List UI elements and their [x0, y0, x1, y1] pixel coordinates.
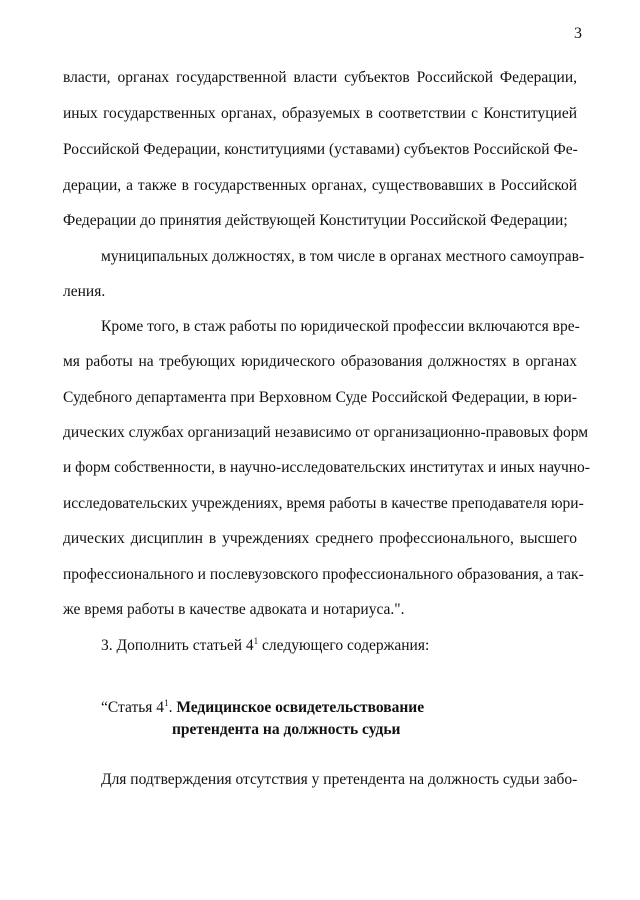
article-heading-after-sup: .	[168, 699, 177, 716]
paragraph-1-line-2: иных государственных органах, образуемых в соответствии с Конституцией	[63, 105, 577, 122]
paragraph-4-text-before: 3. Дополнить статьей 4	[101, 637, 254, 654]
paragraph-4	[101, 636, 577, 656]
article-heading-prefix: “Статья 4	[101, 699, 165, 716]
paragraph-4-superscript: 1	[253, 636, 259, 646]
paragraph-1-line-1: власти, органах государственной власти субъектов Российской Федерации,	[63, 69, 577, 86]
paragraph-2-line-1: муниципальных должностях, в том числе в органах местного самоуправ-	[101, 248, 585, 265]
article-heading-line-1	[101, 698, 424, 718]
article-heading-title-line-2: претендента на должность судьи	[172, 721, 401, 738]
paragraph-3-line-3: Судебного департамента при Верховном Суде Российской Федерации, в юри-	[63, 389, 577, 406]
paragraph-3-line-7: дических дисциплин в учреждениях среднего профессионального, высшего	[63, 530, 577, 547]
paragraph-3-line-5: и форм собственности, в научно-исследовательских институтах и иных научно-	[63, 459, 590, 476]
paragraph-2-line-2: ления.	[63, 283, 106, 300]
paragraph-3-line-9: же время работы в качестве адвоката и нотариуса.".	[63, 601, 405, 618]
article-heading-title-line-1: Медицинское освидетельствование	[176, 699, 425, 716]
article-heading-superscript: 1	[164, 698, 169, 708]
paragraph-3-line-8: профессионального и послевузовского профессионального образования, а так-	[63, 566, 584, 583]
paragraph-3-line-6: исследовательских учреждениях, время работы в качестве преподавателя юри-	[63, 495, 584, 512]
paragraph-1-line-5: Федерации до принятия действующей Конституции Российской Федерации;	[63, 212, 568, 229]
paragraph-3-line-2: мя работы на требующих юридического образования должностях в органах	[63, 353, 577, 370]
paragraph-5-line-1: Для подтверждения отсутствия у претендента на должность судьи забо-	[101, 771, 578, 788]
paragraph-3-line-1: Кроме того, в стаж работы по юридической профессии включаются вре-	[101, 318, 580, 335]
paragraph-1-line-3: Российской Федерации, конституциями (уставами) субъектов Российской Фе-	[63, 141, 578, 158]
paragraph-1-line-4: дерации, а также в государственных органах, существовавших в Российской	[63, 177, 577, 194]
paragraph-3-line-4: дических службах организаций независимо от организационно-правовых форм	[63, 424, 589, 441]
paragraph-4-text-after: следующего содержания:	[258, 637, 430, 654]
page-number: 3	[574, 25, 582, 42]
